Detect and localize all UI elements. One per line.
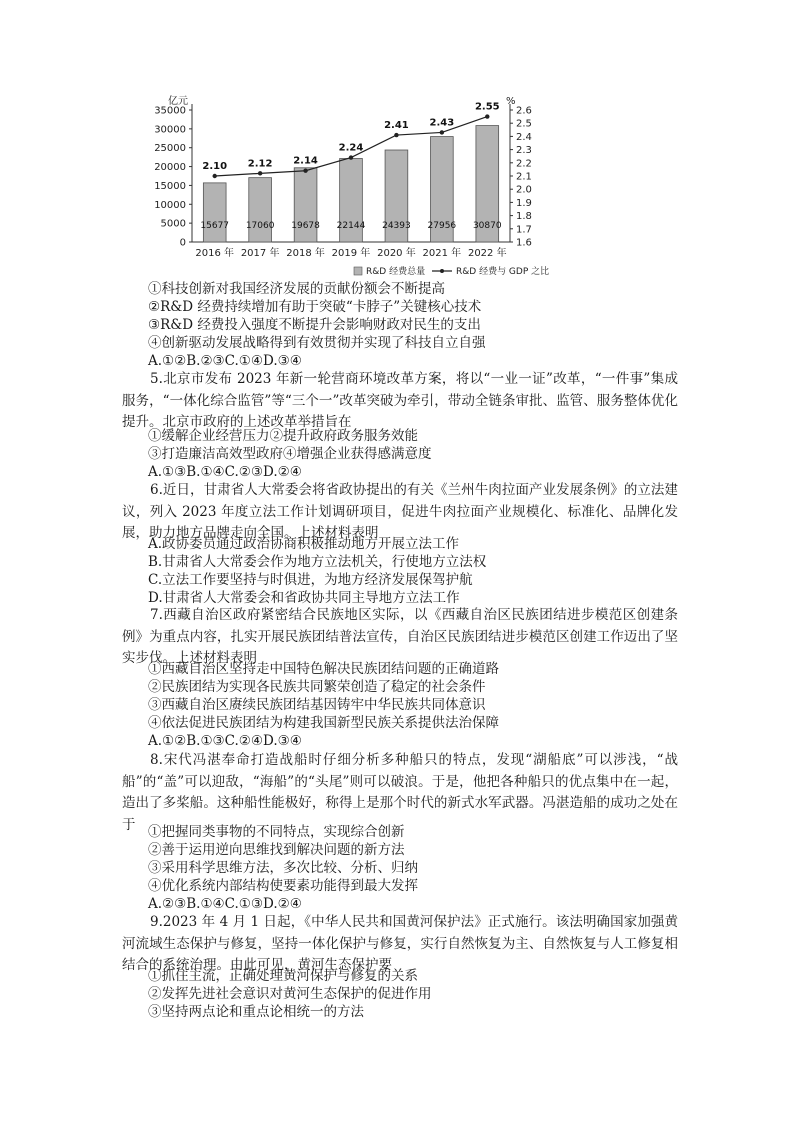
q5-stem: 5.北京市发布 2023 年新一轮营商环境改革方案，将以“一业一证”改革，“一件事”集成服务，“一体化综合监管”等“三个一”改革突破为牵引，带动全链条审批、监管、服务整体优化提升。北京市政府的上述改革举措旨在	[122, 371, 678, 430]
q8-option-3: ③采用科学思维方法，多次比较、分析、归纳	[148, 860, 418, 876]
q6-option-a: A.政协委员通过政治协商积极推动地方开展立法工作	[148, 536, 460, 552]
q8-option-2: ②善于运用逆向思维找到解决问题的新方法	[148, 842, 405, 858]
x-tick-label: 2022 年	[467, 248, 507, 259]
x-tick-label: 2019 年	[331, 248, 371, 259]
q5-options-12: ①缓解企业经营压力②提升政府政务服务效能	[148, 428, 418, 444]
q8-answers: A.②③B.①④C.①③D.②④	[148, 896, 302, 912]
right-tick-label: 2.1	[516, 171, 532, 183]
right-tick-label: 1.7	[516, 224, 532, 236]
left-tick-label: 15000	[154, 180, 186, 192]
ratio-value-label: 2.24	[338, 142, 364, 154]
x-tick-label: 2016 年	[195, 248, 235, 259]
ratio-point	[213, 174, 217, 178]
rd-expenditure-chart	[140, 92, 560, 282]
q9-stem: 9.2023 年 4 月 1 日起，《中华人民共和国黄河保护法》正式施行。该法明确国家加强黄河流域生态保护与修复，坚持一体化保护与修复，实行自然恢复为主、自然恢复与人工修复相结合的系统治理。由此可见，黄河生态保护要	[122, 914, 678, 973]
ratio-point	[440, 130, 444, 134]
ratio-value-label: 2.10	[202, 161, 228, 172]
q7-option-2: ②民族团结为实现各民族共同繁荣创造了稳定的社会条件	[148, 679, 486, 695]
right-tick-label: 1.6	[516, 237, 532, 249]
right-tick-label: 1.9	[516, 197, 532, 209]
right-tick-label: 2.5	[516, 118, 532, 130]
q4-option-4: ④创新驱动发展战略得到有效贯彻并实现了科技自立自强	[148, 335, 486, 351]
q9-option-1: ①抓住主流，正确处理黄河保护与修复的关系	[148, 968, 418, 984]
q8-option-4: ④优化系统内部结构使要素功能得到最大发挥	[148, 878, 418, 894]
q7-stem: 7.西藏自治区政府紧密结合民族地区实际，以《西藏自治区民族团结进步模范区创建条例》为重点内容，扎实开展民族团结普法宣传，自治区民族团结进步模范区创建工作迈出了坚实步伐。上述材料表明	[122, 607, 678, 666]
legend-line-label: R&D 经费与 GDP 之比	[456, 267, 550, 277]
left-tick-label: 5000	[160, 218, 186, 230]
left-tick-label: 35000	[154, 105, 186, 117]
q7-answers: A.①②B.①③C.②④D.③④	[148, 733, 302, 749]
x-tick-label: 2020 年	[377, 248, 416, 259]
q8-stem: 8.宋代冯湛奉命打造战船时仔细分析多种船只的特点，发现“湖船底”可以涉浅，“战船”的“盖”可以迎敌，“海船”的“头尾”则可以破浪。于是，他把各种船只的优点集中在一起，造出了多桨船。这种船性能极好，称得上是那个时代的新式水军武器。冯湛造船的成功之处在于	[122, 752, 678, 833]
q7-option-1: ①西藏自治区坚持走中国特色解决民族团结问题的正确道路	[148, 661, 499, 677]
q5-options-34: ③打造廉洁高效型政府④增强企业获得感满意度	[148, 446, 432, 462]
ratio-value-label: 2.43	[429, 117, 455, 129]
legend-bar-swatch	[354, 267, 362, 275]
q4-option-2: ②R&D 经费持续增加有助于突破“卡脖子”关键核心技术	[148, 299, 482, 315]
right-tick-label: 1.8	[516, 211, 532, 223]
right-tick-label: 2.2	[516, 158, 532, 170]
q6-option-d: D.甘肃省人大常委会和省政协共同主导地方立法工作	[148, 590, 460, 606]
q7-option-4: ④依法促进民族团结为构建我国新型民族关系提供法治保障	[148, 715, 499, 731]
legend-bar-label: R&D 经费总量	[366, 267, 426, 277]
q8-option-1: ①把握同类事物的不同特点，实现综合创新	[148, 824, 405, 840]
q9-option-3: ③坚持两点论和重点论相统一的方法	[148, 1004, 364, 1020]
left-tick-label: 0	[179, 237, 186, 249]
bar-value-label: 24393	[382, 221, 411, 231]
right-tick-label: 2.0	[516, 184, 532, 196]
ratio-point	[394, 133, 398, 137]
q4-answers: A.①②B.②③C.①④D.③④	[148, 353, 302, 369]
q6-option-c: C.立法工作要坚持与时俱进，为地方经济发展保驾护航	[148, 572, 473, 588]
x-tick-label: 2021 年	[422, 248, 462, 259]
right-tick-label: 2.6	[516, 105, 532, 117]
bar-value-label: 30870	[472, 221, 502, 231]
right-tick-label: 2.4	[516, 131, 532, 143]
bar-value-label: 22144	[336, 221, 366, 231]
ratio-point	[349, 155, 353, 159]
left-tick-label: 20000	[154, 162, 186, 174]
bar-value-label: 27956	[427, 221, 457, 231]
left-tick-label: 30000	[154, 124, 186, 136]
bar-value-label: 19678	[291, 221, 320, 231]
ratio-point	[485, 114, 489, 118]
bar-value-label: 15677	[200, 221, 230, 231]
ratio-value-label: 2.41	[384, 120, 409, 132]
left-tick-label: 10000	[154, 199, 186, 211]
q4-option-1: ①科技创新对我国经济发展的贡献份额会不断提高	[148, 281, 445, 297]
ratio-value-label: 2.12	[247, 158, 273, 170]
ratio-value-label: 2.55	[474, 101, 500, 113]
ratio-value-label: 2.14	[293, 155, 318, 167]
x-tick-label: 2018 年	[286, 248, 325, 259]
q7-option-3: ③西藏自治区赓续民族团结基因铸牢中华民族共同体意识	[148, 697, 486, 713]
x-tick-label: 2017 年	[240, 248, 280, 259]
q5-answers: A.①③B.①④C.②③D.②④	[148, 464, 302, 480]
ratio-point	[303, 169, 307, 173]
q6-stem: 6.近日，甘肃省人大常委会将省政协提出的有关《兰州牛肉拉面产业发展条例》的立法建议，列入 2023 年度立法工作计划调研项目，促进牛肉拉面产业规模化、标准化、品牌化发展，助力地方品牌走向全国。上述材料表明	[122, 482, 678, 541]
bar	[249, 178, 272, 242]
q6-option-b: B.甘肃省人大常委会作为地方立法机关，行使地方立法权	[148, 554, 487, 570]
legend-line-marker	[440, 269, 444, 273]
left-tick-label: 25000	[154, 143, 186, 155]
right-tick-label: 2.3	[516, 145, 532, 157]
left-axis-unit: 亿元	[168, 96, 188, 107]
ratio-point	[258, 171, 262, 175]
bar-value-label: 17060	[245, 221, 275, 231]
q4-option-3: ③R&D 经费投入强度不断提升会影响财政对民生的支出	[148, 317, 481, 333]
bar	[203, 183, 226, 242]
q9-option-2: ②发挥先进社会意识对黄河生态保护的促进作用	[148, 986, 432, 1002]
right-axis-unit: %	[506, 96, 516, 107]
